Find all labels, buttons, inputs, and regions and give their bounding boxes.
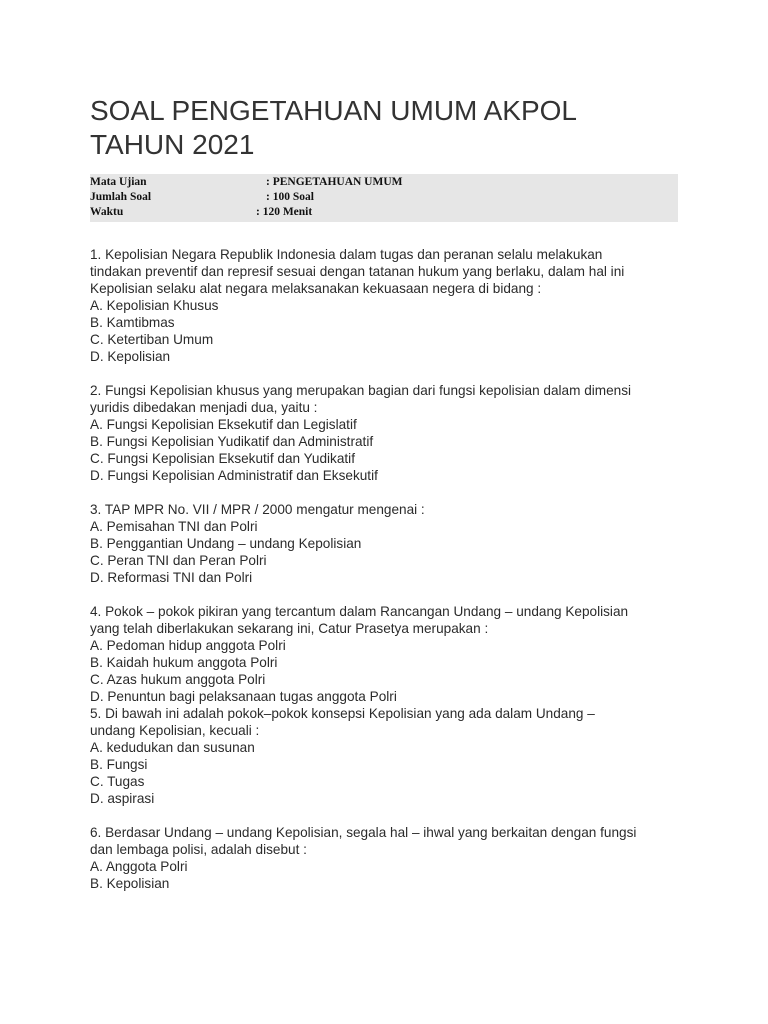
question-5 xyxy=(90,705,680,807)
title-line: TAHUN 2021 xyxy=(90,129,255,160)
question-text: 4. Pokok – pokok pikiran yang tercantum dalam Rancangan Undang – undang Kepolisian xyxy=(90,604,629,619)
answer-option-b: B. Kaidah hukum anggota Polri xyxy=(90,655,278,670)
answer-option-d: D. Penuntun bagi pelaksanaan tugas anggota Polri xyxy=(90,689,397,704)
page-title xyxy=(90,94,690,162)
answer-option-a: A. Fungsi Kepolisian Eksekutif dan Legislatif xyxy=(90,417,357,432)
answer-option-c: C. Ketertiban Umum xyxy=(90,332,214,347)
answer-option-c: C. Fungsi Kepolisian Eksekutif dan Yudikatif xyxy=(90,451,355,466)
question-text: dan lembaga polisi, adalah disebut : xyxy=(90,842,307,857)
answer-option-b: B. Kamtibmas xyxy=(90,315,175,330)
answer-option-b: B. Penggantian Undang – undang Kepolisian xyxy=(90,536,362,551)
answer-option-a: A. Pedoman hidup anggota Polri xyxy=(90,638,286,653)
question-1 xyxy=(90,246,680,365)
duration-label: Waktu xyxy=(90,206,124,218)
answer-option-c: C. Tugas xyxy=(90,774,145,789)
answer-option-a: A. Anggota Polri xyxy=(90,859,188,874)
duration-row xyxy=(90,205,678,220)
answer-option-a: A. Pemisahan TNI dan Polri xyxy=(90,519,258,534)
question-list xyxy=(90,246,680,909)
answer-option-c: C. Peran TNI dan Peran Polri xyxy=(90,553,267,568)
question-text: Kepolisian selaku alat negara melaksanakan kekuasaan negera di bidang : xyxy=(90,281,542,296)
question-text: 5. Di bawah ini adalah pokok–pokok konsepsi Kepolisian yang ada dalam Undang – xyxy=(90,706,595,721)
question-text: 6. Berdasar Undang – undang Kepolisian, segala hal – ihwal yang berkaitan dengan fungsi xyxy=(90,825,637,840)
question-3 xyxy=(90,501,680,586)
answer-option-b: B. Fungsi Kepolisian Yudikatif dan Administratif xyxy=(90,434,374,449)
exam-subject-row xyxy=(90,175,678,190)
duration-value: : 120 Menit xyxy=(256,206,313,218)
answer-option-d: D. Fungsi Kepolisian Administratif dan Eksekutif xyxy=(90,468,378,483)
answer-option-d: D. aspirasi xyxy=(90,791,155,806)
title-line: SOAL PENGETAHUAN UMUM AKPOL xyxy=(90,95,577,126)
answer-option-b: B. Kepolisian xyxy=(90,876,170,891)
question-6 xyxy=(90,824,680,892)
question-2 xyxy=(90,382,680,484)
question-text: 3. TAP MPR No. VII / MPR / 2000 mengatur mengenai : xyxy=(90,502,425,517)
question-text: yang telah diberlakukan sekarang ini, Catur Prasetya merupakan : xyxy=(90,621,489,636)
answer-option-a: A. kedudukan dan susunan xyxy=(90,740,255,755)
question-text: yuridis dibedakan menjadi dua, yaitu : xyxy=(90,400,318,415)
question-text: 1. Kepolisian Negara Republik Indonesia dalam tugas dan peranan selalu melakukan xyxy=(90,247,603,262)
question-4 xyxy=(90,603,680,705)
answer-option-a: A. Kepolisian Khusus xyxy=(90,298,219,313)
exam-subject-label: Mata Ujian xyxy=(90,176,147,188)
question-count-value: : 100 Soal xyxy=(266,191,314,203)
question-count-label: Jumlah Soal xyxy=(90,191,152,203)
answer-option-b: B. Fungsi xyxy=(90,757,148,772)
question-text: undang Kepolisian, kecuali : xyxy=(90,723,260,738)
question-text: tindakan preventif dan represif sesuai dengan tatanan hukum yang berlaku, dalam hal ini xyxy=(90,264,625,279)
question-count-row xyxy=(90,190,678,205)
answer-option-d: D. Kepolisian xyxy=(90,349,171,364)
answer-option-c: C. Azas hukum anggota Polri xyxy=(90,672,266,687)
exam-subject-value: : PENGETAHUAN UMUM xyxy=(266,176,403,188)
answer-option-d: D. Reformasi TNI dan Polri xyxy=(90,570,253,585)
exam-info-table xyxy=(90,174,678,222)
question-text: 2. Fungsi Kepolisian khusus yang merupakan bagian dari fungsi kepolisian dalam dimensi xyxy=(90,383,632,398)
